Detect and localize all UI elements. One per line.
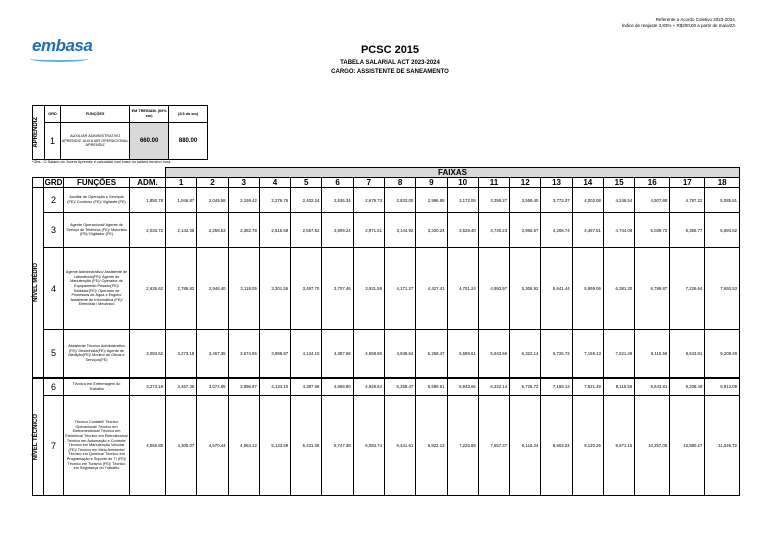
salary-cell: 3,301.55 xyxy=(259,248,290,330)
salary-cell: 6,381.30 xyxy=(603,248,634,330)
salary-cell: 6,441.61 xyxy=(384,396,415,496)
group-nivel-medio: NÍVEL MÉDIO xyxy=(33,188,44,378)
faixa-header: 6 xyxy=(322,178,353,188)
aprendiz-table xyxy=(32,105,208,160)
salary-cell: 3,773.37 xyxy=(541,188,572,213)
salary-cell: 4,427.41 xyxy=(416,248,447,330)
aprendiz-footnote: *Obs.: O Salário do Jovem Aprendiz é calculado com base no salário mínimo hora. xyxy=(32,160,172,164)
row-funcao: Auxiliar de Operação e Serviços (FE)/ Contínuo (FE)/ Vigilante (FE) xyxy=(64,188,130,213)
salary-cell: 4,744.08 xyxy=(603,213,634,248)
salary-cell: 10,880.27 xyxy=(670,396,705,496)
faixa-header: 1 xyxy=(166,178,197,188)
salary-cell: 6,726.72 xyxy=(510,378,541,396)
salary-cell: 3,966.67 xyxy=(510,213,541,248)
salary-cell: 6,322.14 xyxy=(478,378,509,396)
salary-cell: 4,305.07 xyxy=(166,396,197,496)
aprendiz-col-funcoes: FUNÇÕES xyxy=(61,106,130,123)
salary-cell: 2,996.88 xyxy=(416,188,447,213)
salary-cell: 9,208.49 xyxy=(705,330,740,378)
header-note xyxy=(622,17,736,29)
col-adm: ADM. xyxy=(130,178,166,188)
salary-cell: 2,971.51 xyxy=(353,213,384,248)
row-adm: 4,056.85 xyxy=(130,396,166,496)
salary-cell: 2,657.52 xyxy=(291,213,322,248)
faixa-header: 14 xyxy=(572,178,603,188)
salary-cell: 6,083.74 xyxy=(353,396,384,496)
salary-cell: 3,931.58 xyxy=(353,248,384,330)
salary-cell: 3,172.06 xyxy=(447,188,478,213)
faixa-header: 8 xyxy=(384,178,415,188)
salary-cell: 4,948.64 xyxy=(353,378,384,396)
page-title: PCSC 2015 xyxy=(360,44,420,56)
faixa-header: 3 xyxy=(228,178,259,188)
row-funcao: Técnico em Enfermagem do Trabalho xyxy=(64,378,130,396)
salary-cell: 6,789.87 xyxy=(635,248,670,330)
salary-cell: 7,657.37 xyxy=(478,396,509,496)
salary-cell: 8,643.81 xyxy=(670,330,705,378)
row-grd: 5 xyxy=(44,330,64,378)
salary-cell: 5,747.38 xyxy=(322,396,353,496)
salary-cell: 5,943.66 xyxy=(447,378,478,396)
note-line-1: Referente a Acordo Coletivo 2023-2024. xyxy=(655,17,736,22)
salary-cell: 4,787.22 xyxy=(670,188,705,213)
salary-cell: 3,707.46 xyxy=(322,248,353,330)
faixa-header: 4 xyxy=(259,178,290,188)
salary-cell: 5,943.66 xyxy=(478,330,509,378)
group-nivel-tecnico: NÍVEL TÉCNICO xyxy=(33,378,44,496)
faixa-header: 18 xyxy=(705,178,740,188)
salary-cell: 8,602.24 xyxy=(541,396,572,496)
aprendiz-col-grd: GRD xyxy=(44,106,60,123)
col-grd: GRD xyxy=(44,178,63,187)
faixa-header: 10 xyxy=(447,178,478,188)
salary-cell: 5,355.77 xyxy=(670,213,705,248)
salary-cell: 5,039.72 xyxy=(635,213,670,248)
salary-cell: 2,833.00 xyxy=(384,188,415,213)
salary-cell: 4,854.12 xyxy=(228,396,259,496)
salary-cell: 4,171.27 xyxy=(384,248,415,330)
aprendiz-col-em-treinam: EM TREINAM. (60% sm) xyxy=(130,106,169,123)
salary-cell: 4,658.80 xyxy=(322,378,353,396)
aprendiz-col-2-3: (2/3 do sm) xyxy=(169,106,208,123)
salary-cell: 5,431.08 xyxy=(291,396,322,496)
salary-cell: 5,641.44 xyxy=(541,248,572,330)
faixa-header: 2 xyxy=(197,178,228,188)
salary-cell: 3,497.70 xyxy=(291,248,322,330)
salary-cell: 5,306.92 xyxy=(510,248,541,330)
faixa-header: 11 xyxy=(478,178,509,188)
salary-cell: 7,159.13 xyxy=(541,378,572,396)
row-grd: 2 xyxy=(44,188,64,213)
aprendiz-em-treinam: 660.00 xyxy=(130,123,169,160)
salary-cell: 8,115.59 xyxy=(603,378,634,396)
logo-swoosh-icon xyxy=(30,56,88,62)
table-row xyxy=(33,248,740,330)
aprendiz-funcao: AUXILIAR ADMINISTRATIVO APRENDIZ, AUXILIAR OPERACIONAL APRENDIZ xyxy=(61,123,130,160)
salary-cell: 4,658.80 xyxy=(353,330,384,378)
salary-cell: 3,896.87 xyxy=(259,330,290,378)
salary-cell: 2,536.34 xyxy=(322,188,353,213)
salary-cell: 6,322.14 xyxy=(510,330,541,378)
salary-cell: 7,226.89 xyxy=(447,396,478,496)
row-grd: 7 xyxy=(44,396,64,496)
salary-cell: 3,528.40 xyxy=(447,213,478,248)
salary-cell: 5,589.61 xyxy=(416,378,447,396)
salary-cell: 4,570.44 xyxy=(197,396,228,496)
salary-cell: 4,134.10 xyxy=(259,378,290,396)
salary-cell: 11,546.72 xyxy=(705,396,740,496)
title-block xyxy=(290,44,490,75)
salary-cell: 3,467.35 xyxy=(166,378,197,396)
salary-cell: 9,120.26 xyxy=(572,396,603,496)
salary-cell: 2,258.53 xyxy=(197,213,228,248)
salary-cell: 2,142.38 xyxy=(166,213,197,248)
row-adm: 3,273.18 xyxy=(130,378,166,396)
salary-cell: 4,701.24 xyxy=(447,248,478,330)
salary-cell: 2,402.24 xyxy=(291,188,322,213)
salary-cell: 2,679.73 xyxy=(353,188,384,213)
faixa-header: 9 xyxy=(416,178,447,188)
salary-cell: 3,674.95 xyxy=(197,378,228,396)
salary-cell: 5,589.61 xyxy=(447,330,478,378)
salary-cell: 3,330.24 xyxy=(416,213,447,248)
faixa-header: 13 xyxy=(541,178,572,188)
salary-cell: 4,507.88 xyxy=(635,188,670,213)
aprendiz-group-label: APRENDIZ xyxy=(33,106,45,160)
col-funcoes: FUNÇÕES xyxy=(64,178,130,188)
faixa-header: 5 xyxy=(291,178,322,188)
salary-cell: 4,002.08 xyxy=(572,188,603,213)
salary-cell: 2,049.58 xyxy=(197,188,228,213)
table-row xyxy=(33,396,740,496)
salary-cell: 5,693.62 xyxy=(705,213,740,248)
table-row xyxy=(33,330,740,378)
salary-cell: 2,515.58 xyxy=(259,213,290,248)
row-adm: 3,093.52 xyxy=(130,330,166,378)
salary-cell: 7,621.49 xyxy=(603,330,634,378)
salary-cell: 3,144.92 xyxy=(384,213,415,248)
row-grd: 6 xyxy=(44,378,64,396)
salary-cell: 4,208.74 xyxy=(541,213,572,248)
salary-cell: 9,208.49 xyxy=(670,378,705,396)
faixa-header: 16 xyxy=(635,178,670,188)
row-adm: 1,850.78 xyxy=(130,188,166,213)
salary-cell: 1,946.87 xyxy=(166,188,197,213)
salary-table xyxy=(32,167,740,496)
salary-cell: 8,115.59 xyxy=(635,330,670,378)
row-grd: 4 xyxy=(44,248,64,330)
row-funcao: Agente Administrativo/ Assistente de Laboratório(FE)/ Agente de Manutenção (FE)/ Operador de Equipamento Pesado(FE)/ Soldador(FE)/ Operador de Processos de Água e Esgoto/ Assistente de Informática (FE)/ Eletricista / Mecânico xyxy=(64,248,130,330)
aprendiz-grd: 1 xyxy=(44,123,60,160)
salary-cell: 2,276.76 xyxy=(259,188,290,213)
row-adm: 2,033.72 xyxy=(130,213,166,248)
salary-cell: 3,674.95 xyxy=(228,330,259,378)
salary-cell: 8,115.24 xyxy=(510,396,541,496)
row-grd: 3 xyxy=(44,213,64,248)
salary-cell: 3,559.40 xyxy=(510,188,541,213)
faixa-header: 7 xyxy=(353,178,384,188)
table-row xyxy=(33,188,740,213)
salary-cell: 4,387.68 xyxy=(322,330,353,378)
salary-cell: 9,812.08 xyxy=(705,378,740,396)
salary-cell: 4,467.51 xyxy=(572,213,603,248)
salary-cell: 7,621.49 xyxy=(572,378,603,396)
aprendiz-dois-tercos: 880.00 xyxy=(169,123,208,160)
salary-cell: 5,999.06 xyxy=(572,248,603,330)
salary-cell: 4,134.10 xyxy=(291,330,322,378)
salary-cell: 9,671.15 xyxy=(603,396,634,496)
salary-cell: 2,159.42 xyxy=(228,188,259,213)
table-row xyxy=(33,378,740,396)
faixa-header: 17 xyxy=(670,178,705,188)
salary-cell: 6,726.72 xyxy=(541,330,572,378)
salary-cell: 7,159.13 xyxy=(572,330,603,378)
salary-cell: 4,387.68 xyxy=(291,378,322,396)
page-subtitle: TABELA SALARIAL ACT 2023-2024 xyxy=(340,60,440,66)
salary-cell: 3,740.23 xyxy=(478,213,509,248)
salary-cell: 3,118.05 xyxy=(228,248,259,330)
salary-cell: 4,246.54 xyxy=(603,188,634,213)
cargo-title: CARGO: ASSISTENTE DE SANEAMENTO xyxy=(331,69,449,75)
salary-cell: 4,993.97 xyxy=(478,248,509,330)
salary-cell: 4,948.64 xyxy=(384,330,415,378)
salary-cell: 5,258.47 xyxy=(384,378,415,396)
salary-cell: 3,467.35 xyxy=(197,330,228,378)
row-adm: 2,635.62 xyxy=(130,248,166,330)
salary-cell: 3,359.27 xyxy=(478,188,509,213)
row-funcao: Agente Operacional/ Agente de Serviço de Telefonia (FE)/ Motorista (FE)/ Digitador (FE) xyxy=(64,213,130,248)
embasa-logo: embasa xyxy=(32,36,93,55)
salary-cell: 8,643.81 xyxy=(635,378,670,396)
note-line-2: Índice de reajuste 3,83% + R$200,00 a partir de maio/23. xyxy=(621,23,736,28)
salary-cell: 2,382.78 xyxy=(228,213,259,248)
salary-cell: 3,273.18 xyxy=(166,330,197,378)
salary-cell: 2,946.40 xyxy=(197,248,228,330)
faixa-header: 12 xyxy=(510,178,541,188)
row-funcao: Técnico Contábil/ Técnico Operacional/ Técnico em Eletromecânica/ Técnico em Eletrônica/ Técnico em Eletrotécnica/ Técnico em Automação e Controle/ Técnico em Manutenção Veicular (FE)/ Técnico em Meio Ambiente/ Técnico em Química/ Técnico em Programação e Suporte de TI (FE)/ Técnico em Turismo (FE)/ Técnico em Segurança do Trabalho xyxy=(64,396,130,496)
salary-cell: 7,693.53 xyxy=(705,248,740,330)
salary-cell: 2,809.24 xyxy=(322,213,353,248)
salary-cell: 5,133.69 xyxy=(259,396,290,496)
salary-cell: 6,822.13 xyxy=(416,396,447,496)
table-row xyxy=(33,213,740,248)
salary-cell: 7,226.64 xyxy=(670,248,705,330)
faixa-header: 15 xyxy=(603,178,634,188)
faixas-header: FAIXAS xyxy=(166,168,740,178)
salary-cell: 2,785.82 xyxy=(166,248,197,330)
salary-cell: 3,896.87 xyxy=(228,378,259,396)
salary-cell: 10,257.05 xyxy=(635,396,670,496)
salary-cell: 5,085.81 xyxy=(705,188,740,213)
salary-cell: 5,258.47 xyxy=(416,330,447,378)
row-funcao: Assistente Técnico Administrativo (FE)/ Desenhista(FE)/ Agente de Medição(FE)/ Monitor de Obras e Serviços(FE) xyxy=(64,330,130,378)
